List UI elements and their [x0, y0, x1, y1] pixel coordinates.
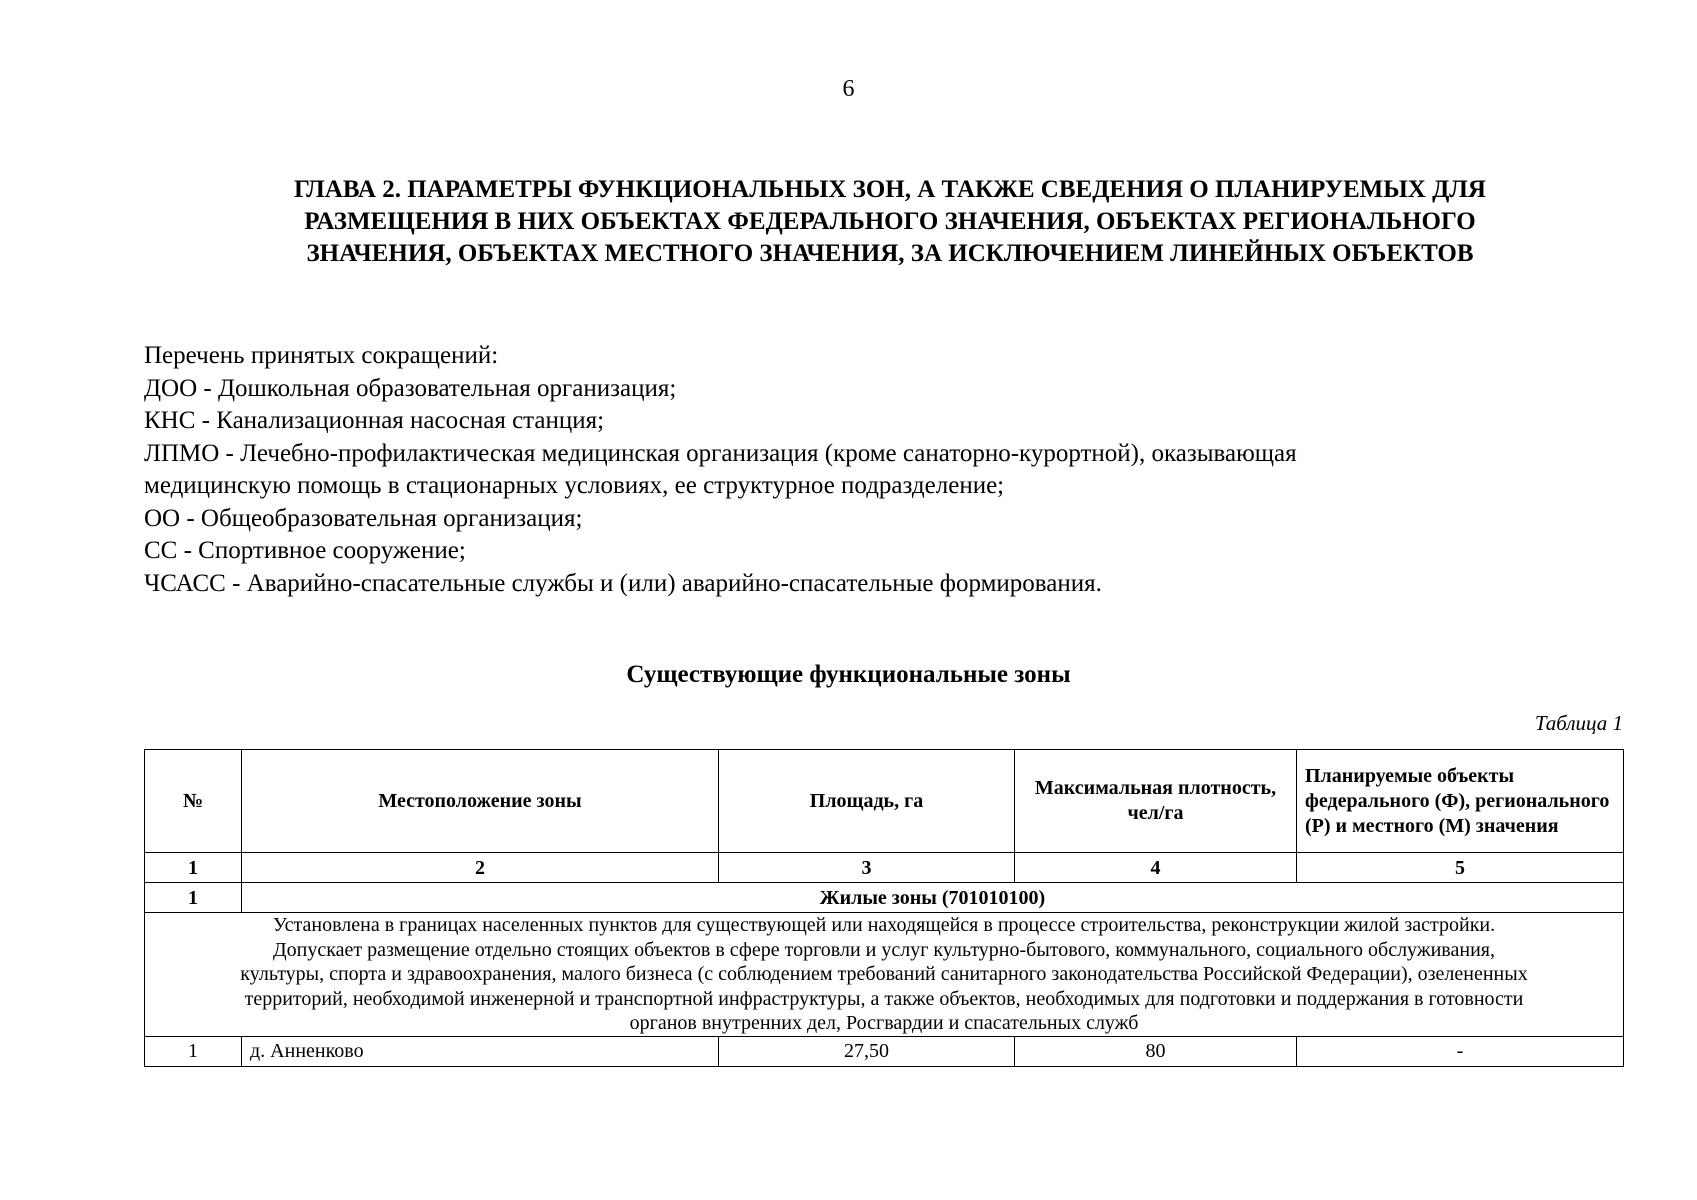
chapter-title	[195, 174, 1585, 270]
header-location: Местоположение зоны	[242, 750, 719, 853]
abbreviation-line: ЛПМО - Лечебно-профилактическая медицинская организация (кроме санаторно-курортной), оказывающая	[144, 439, 1297, 467]
row-num: 1	[145, 1036, 242, 1066]
abbreviation-line: КНС - Канализационная насосная станция;	[144, 407, 605, 434]
zone-description-row	[145, 913, 1624, 1037]
column-number: 4	[1015, 853, 1297, 883]
zone-group-num: 1	[145, 883, 242, 913]
abbreviations-heading: Перечень принятых сокращений:	[144, 342, 499, 369]
zone-description-line: Допускает размещение отдельно стоящих объектов в сфере торговли и услуг культурно-бытового, коммунального, социального обслуживания,	[273, 938, 1495, 961]
abbreviation-line: СС - Спортивное сооружение;	[144, 537, 466, 564]
column-number-row	[145, 853, 1624, 883]
abbreviations-list	[144, 340, 1614, 600]
table-header-row	[145, 750, 1624, 853]
zone-description-line: органов внутренних дел, Росгвардии и спасательных служб	[629, 1012, 1139, 1034]
zone-description	[145, 913, 1624, 1037]
zones-table	[144, 749, 1624, 1067]
table-caption: Таблица 1	[1534, 711, 1623, 735]
page-number: 6	[842, 76, 855, 102]
zone-description-line: Установлена в границах населенных пунктов для существующей или находящейся в процессе строительства, реконструкции жилой застройки.	[272, 914, 1496, 936]
row-area: 27,50	[719, 1036, 1015, 1066]
row-density: 80	[1015, 1036, 1297, 1066]
table-heading: Существующие функциональные зоны	[626, 661, 1071, 688]
row-location: д. Анненково	[242, 1036, 719, 1066]
chapter-title-line: РАЗМЕЩЕНИЯ В НИХ ОБЪЕКТАХ ФЕДЕРАЛЬНОГО ЗНАЧЕНИЯ, ОБЪЕКТАХ РЕГИОНАЛЬНОГО	[304, 208, 1476, 235]
header-num: №	[145, 750, 242, 853]
row-planned-objects: -	[1297, 1036, 1624, 1066]
zone-description-line: культуры, спорта и здравоохранения, малого бизнеса (с соблюдением требований санитарного законодательства Российской Федерации), озелененных	[240, 963, 1528, 985]
zone-group-title: Жилые зоны (701010100)	[242, 883, 1624, 913]
abbreviation-line: ОО - Общеобразовательная организация;	[144, 504, 583, 532]
zone-group-row	[145, 883, 1624, 913]
abbreviation-line: ДОО - Дошкольная образовательная организация;	[144, 374, 677, 402]
column-number: 2	[242, 853, 719, 883]
table-row	[145, 1036, 1624, 1066]
header-planned-objects: Планируемые объекты федерального (Ф), регионального (Р) и местного (М) значения	[1297, 750, 1624, 853]
column-number: 1	[145, 853, 242, 883]
chapter-title-line: ЗНАЧЕНИЯ, ОБЪЕКТАХ МЕСТНОГО ЗНАЧЕНИЯ, ЗА ИСКЛЮЧЕНИЕМ ЛИНЕЙНЫХ ОБЪЕКТОВ	[306, 240, 1474, 267]
zone-description-line: территорий, необходимой инженерной и транспортной инфраструктуры, а также объектов, необходимых для подготовки и поддержания в готовности	[244, 987, 1524, 1010]
header-density: Максимальная плотность, чел/га	[1015, 750, 1297, 853]
abbreviation-line: ЧСАСС - Аварийно-спасательные службы и (или) аварийно-спасательные формирования.	[144, 569, 1102, 597]
header-area: Площадь, га	[719, 750, 1015, 853]
chapter-title-line: ГЛАВА 2. ПАРАМЕТРЫ ФУНКЦИОНАЛЬНЫХ ЗОН, А ТАКЖЕ СВЕДЕНИЯ О ПЛАНИРУЕМЫХ ДЛЯ	[294, 176, 1486, 203]
column-number: 5	[1297, 853, 1624, 883]
abbreviation-line: медицинскую помощь в стационарных условиях, ее структурное подразделение;	[144, 472, 1005, 499]
column-number: 3	[719, 853, 1015, 883]
